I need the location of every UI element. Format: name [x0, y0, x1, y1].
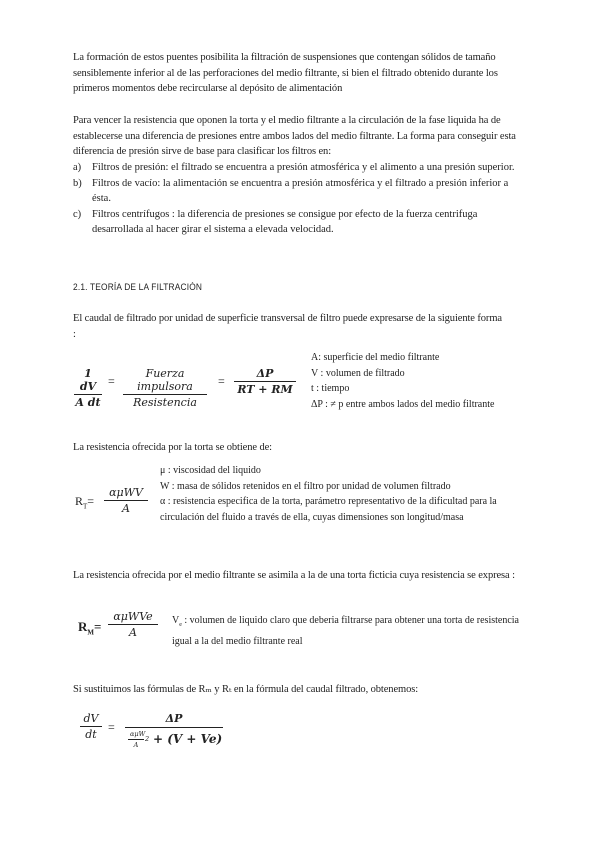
paragraph-medium-resistance: La resistencia ofrecida por el medio filtrante se asimila a la de una torta ficticia cuya resistencia se expresa : — [73, 570, 515, 581]
equation-legend — [311, 350, 531, 412]
fraction-numerator: αμWV — [109, 486, 143, 499]
list-text: Filtros de presión: el filtrado se encuentra a presión atmosférica y el alimento a una presión superior. — [92, 162, 515, 173]
list-marker: a) — [73, 162, 82, 173]
subscript: M — [87, 628, 94, 637]
equation-lhs — [78, 619, 101, 637]
equation-legend — [172, 613, 530, 649]
paragraph-pressure: Para vencer la resistencia que oponen la torta y el medio filtrante a la circulación de la fase liquida ha de establecerse una diferencia de presiones entre ambos lados del medio filtrante. La forma para conseguir esta diferencia de presión sirve de base para clasificar los filtros en: — [73, 115, 516, 157]
legend-text: : volumen de liquido claro que deberia filtrarse para obtener una torta de resistencia igual a la del medio filtrante real — [172, 615, 519, 647]
equation-lhs — [75, 494, 94, 510]
fraction-denominator — [125, 728, 223, 754]
legend-line: V : volumen de filtrado — [311, 367, 405, 379]
fraction-denominator: A — [122, 502, 130, 515]
list-marker: b) — [73, 177, 82, 189]
paragraph-intro: La formación de estos puentes posibilita la filtración de suspensiones que contengan sólidos de tamaño sensiblemente inferior al de las perforaciones del medio filtrante, si bien el filtrado obtenido durante los primeros momentos debe recircularse al depósito de alimentación — [73, 52, 498, 94]
equation-legend — [160, 463, 530, 525]
equals-sign: = — [108, 374, 115, 388]
fraction-denominator: Resistencia — [133, 396, 197, 409]
list-text: Filtros centrífugos : la diferencia de presiones se consigue por efecto de la fuerza centrifuga desarrollada al hacer girar el sistema a elevada velocidad. — [92, 208, 478, 235]
legend-line: A: superficie del medio filtrante — [311, 352, 440, 363]
subscript: e — [179, 622, 182, 628]
fraction-numerator: αμWVe — [113, 610, 153, 623]
legend-symbol: V — [172, 615, 180, 626]
list-item — [73, 176, 528, 207]
fraction-middle — [123, 367, 207, 409]
fraction-denominator: A dt — [75, 396, 101, 409]
equals-sign: = — [87, 494, 95, 508]
list-marker: c) — [73, 208, 82, 220]
list-text: Filtros de vacío: la alimentación se encuentra a presión atmosférica y el filtrado a presión inferior a ésta. — [92, 177, 509, 204]
legend-line: t : tiempo — [311, 383, 350, 394]
fraction-denominator: RT + RM — [237, 383, 293, 396]
legend-line: W : masa de sólidos retenidos en el filtro por unidad de volumen filtrado — [160, 480, 451, 492]
inner-numerator: αμW — [130, 730, 146, 738]
inner-denominator: A — [133, 741, 139, 749]
section-heading: 2.1. TEORÍA DE LA FILTRACIÓN — [73, 282, 203, 293]
fraction-denominator: dt — [85, 728, 97, 741]
fraction-lhs — [80, 712, 102, 741]
fraction-rhs — [234, 367, 296, 396]
inner-fraction — [128, 730, 144, 749]
legend-line: α : resistencia especifica de la torta, parámetro representativo de la dificultad para la circulación del fluido a través de ella, cuyas dimensiones son longitud/masa — [160, 496, 497, 523]
paragraph-substitution: Si sustituimos las fórmulas de Rₘ y Rₜ en la fórmula del caudal filtrado, obtenemos: — [73, 684, 419, 695]
filter-type-list — [73, 160, 528, 238]
fraction-rhs — [125, 712, 223, 754]
equals-sign: = — [108, 720, 115, 734]
equals-sign: = — [94, 619, 102, 634]
fraction-rhs — [108, 610, 158, 639]
list-item — [73, 207, 528, 238]
list-item — [73, 160, 528, 176]
paragraph-cake-resistance: La resistencia ofrecida por la torta se obtiene de: — [73, 442, 272, 453]
inner-exponent: 2 — [145, 735, 150, 743]
legend-line: μ : viscosidad del liquido — [160, 465, 261, 476]
equals-sign: = — [218, 374, 225, 388]
symbol-r: R — [75, 494, 84, 508]
fraction-denominator: A — [129, 626, 137, 639]
legend-line: ΔP : ≠ p entre ambos lados del medio filtrante — [311, 398, 495, 410]
fraction-lhs — [74, 367, 102, 409]
fraction-rhs — [104, 486, 148, 515]
fraction-numerator: 1 dV — [79, 367, 97, 393]
denominator-tail: + (V + Ve) — [153, 732, 223, 746]
fraction-numerator: ΔP — [165, 712, 183, 725]
paragraph-flow-rate: El caudal de filtrado por unidad de superficie transversal de filtro puede expresarse de la siguiente forma : — [73, 313, 502, 340]
fraction-numerator: Fuerza impulsora — [137, 367, 193, 393]
symbol-r: R — [78, 619, 88, 634]
fraction-numerator: dV — [83, 712, 99, 725]
subscript: T — [83, 502, 88, 511]
fraction-numerator: ΔP — [256, 367, 274, 380]
